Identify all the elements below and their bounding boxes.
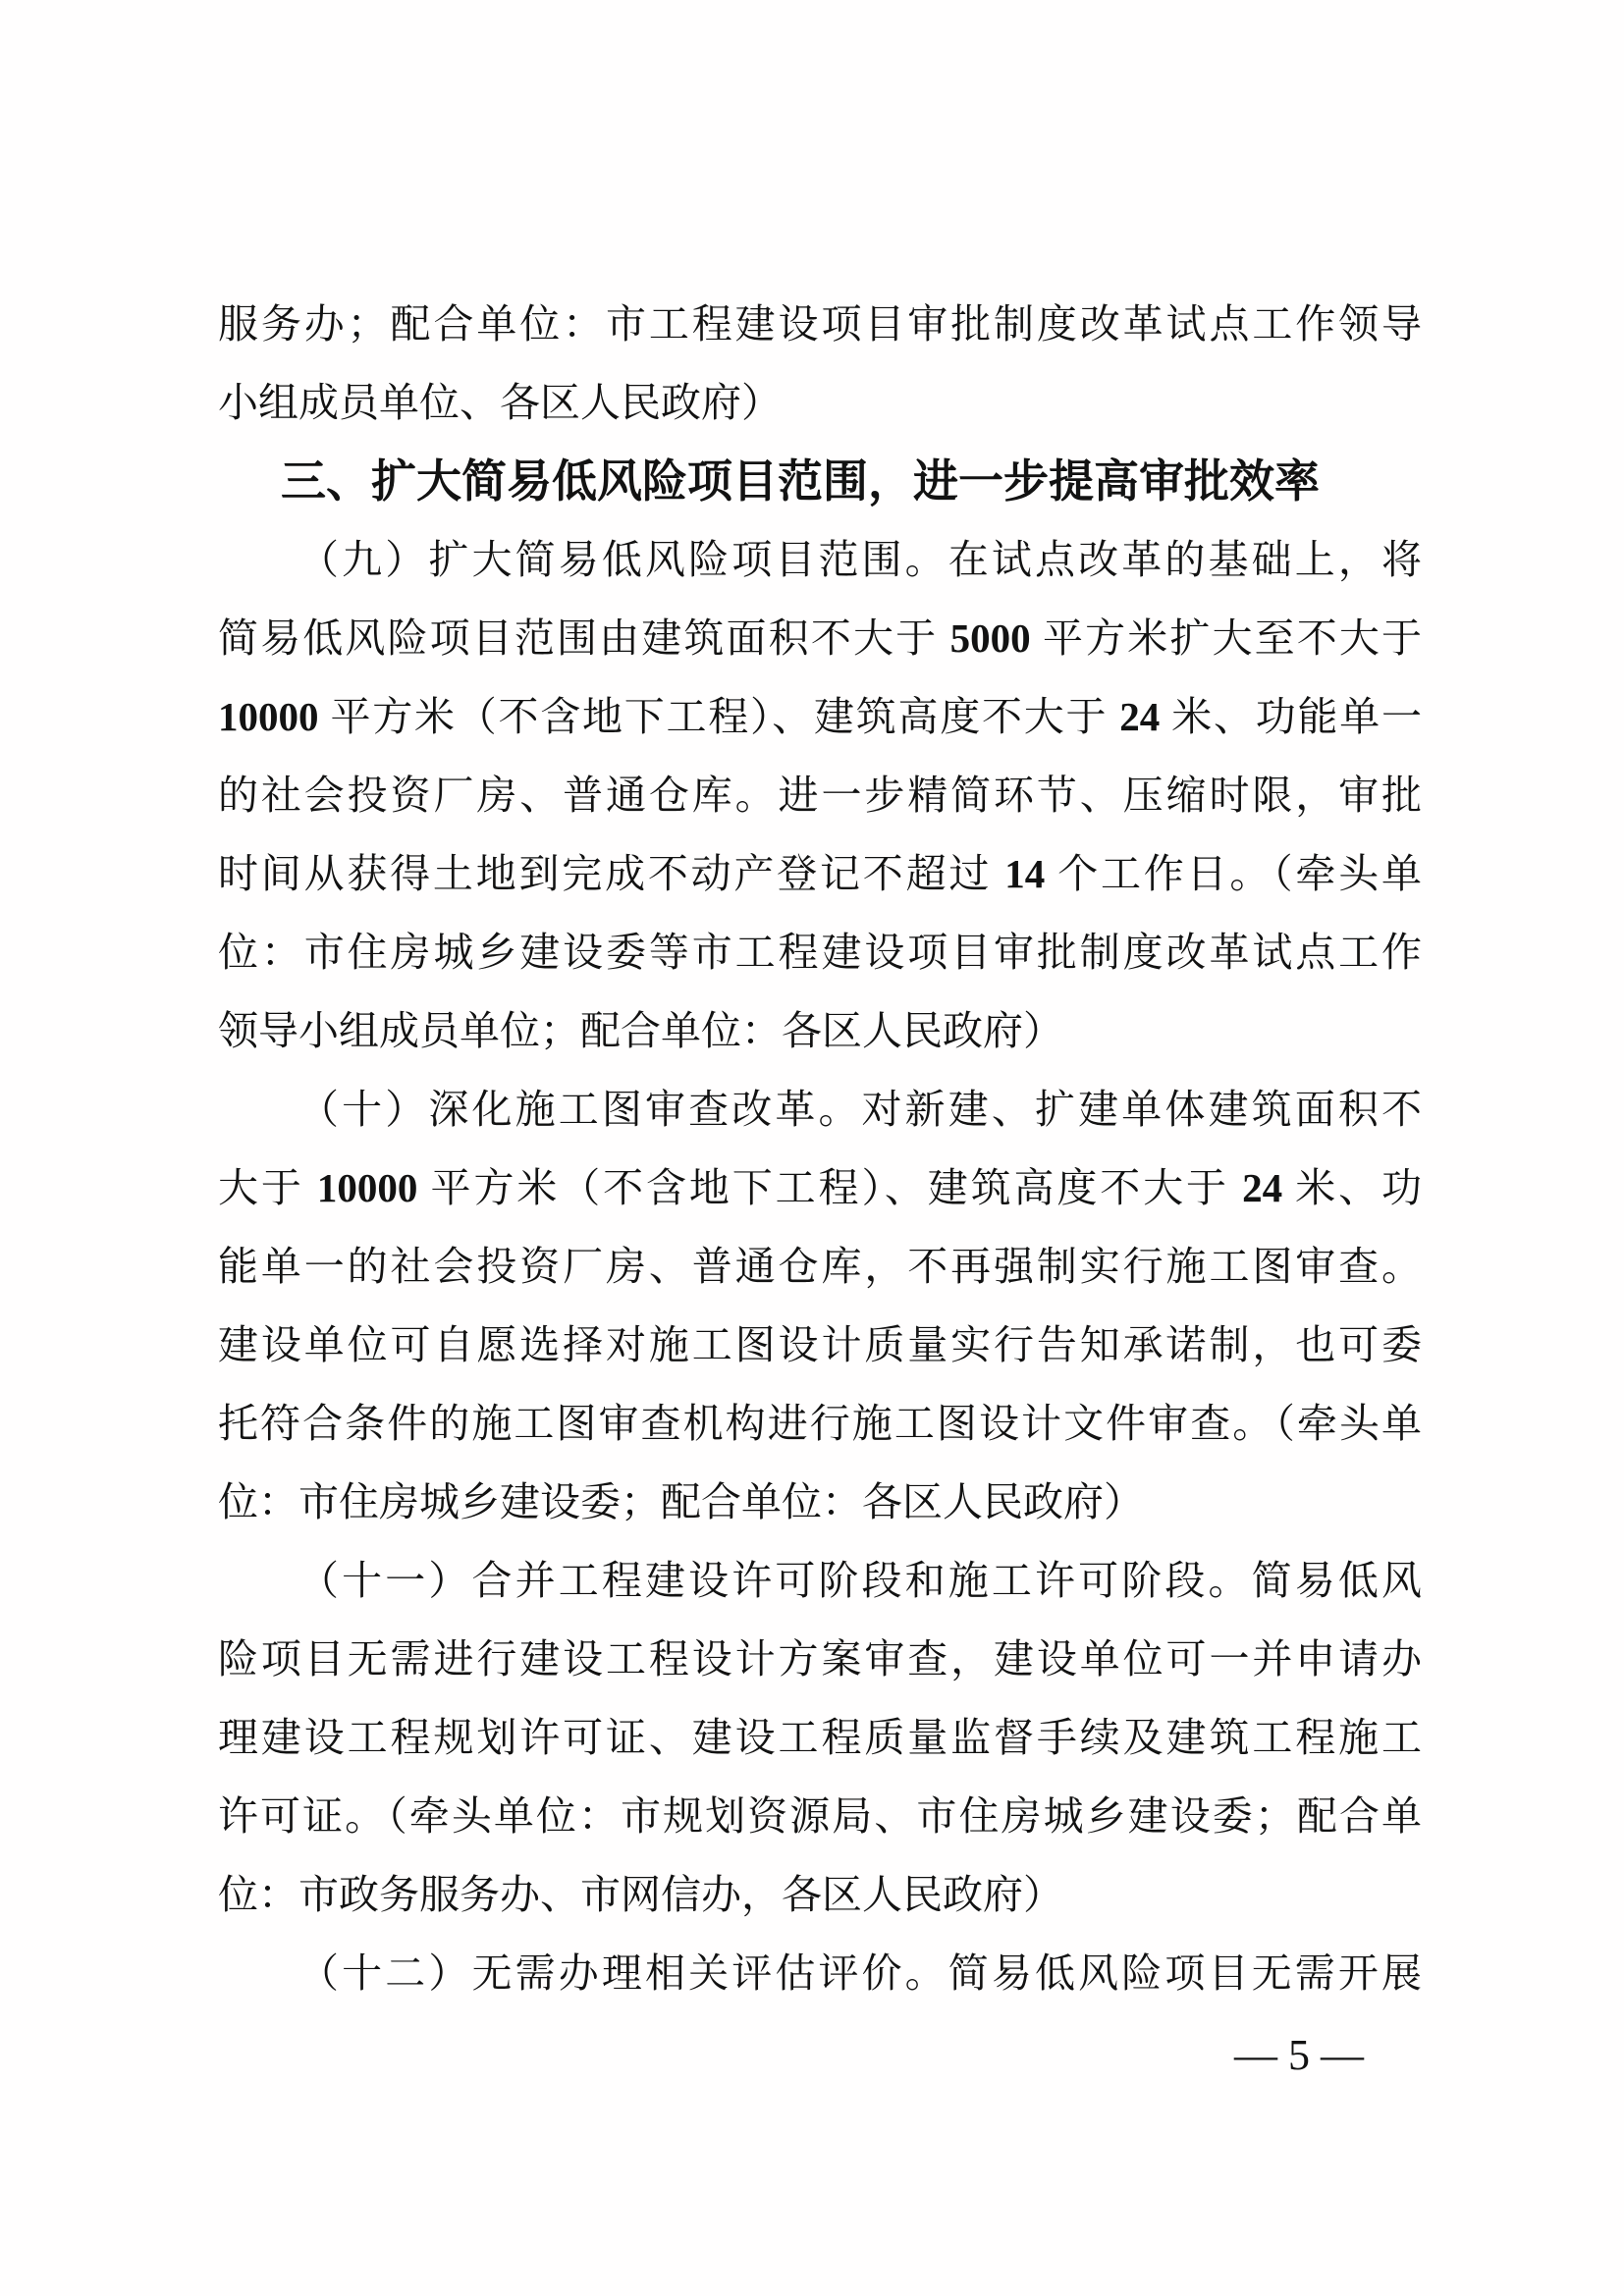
- text-line: [218, 363, 1422, 442]
- text-line: [218, 1934, 1422, 2012]
- text-run: 简易低风险项目范围由建筑面积不大于: [218, 615, 950, 661]
- bold-number: 5000: [949, 615, 1031, 661]
- text-run: 许可证。（牵头单位：市规划资源局、市住房城乡建设委；配合单: [218, 1793, 1422, 1839]
- text-line: [218, 1070, 1422, 1148]
- text-run: 米、功: [1282, 1165, 1423, 1210]
- text-run: 大于: [218, 1165, 317, 1210]
- text-run: 建设单位可自愿选择对施工图设计质量实行告知承诺制，也可委: [218, 1322, 1422, 1367]
- text-run: 位：市住房城乡建设委；配合单位：各区人民政府）: [218, 1479, 1144, 1524]
- text-line: [218, 1698, 1422, 1777]
- text-run: 位：市政务服务办、市网信办，各区人民政府）: [218, 1872, 1063, 1917]
- text-run: 时间从获得土地到完成不动产登记不超过: [218, 851, 1005, 896]
- text-run: 三、扩大简易低风险项目范围，进一步提高审批效率: [281, 455, 1320, 507]
- text-line: [218, 1384, 1422, 1463]
- text-run: 位：市住房城乡建设委等市工程建设项目审批制度改革试点工作: [218, 930, 1422, 975]
- document-body: [218, 285, 1422, 2012]
- text-run: 的社会投资厂房、普通仓库。进一步精简环节、压缩时限，审批: [218, 773, 1422, 818]
- text-line: [218, 1855, 1422, 1934]
- text-run: 险项目无需进行建设工程设计方案审查，建设单位可一并申请办: [218, 1636, 1422, 1682]
- text-run: 托符合条件的施工图审查机构进行施工图设计文件审查。（牵头单: [218, 1401, 1422, 1446]
- text-run: 个工作日。（牵头单: [1045, 851, 1423, 896]
- bold-number: 24: [1119, 694, 1161, 739]
- text-line: [218, 1541, 1422, 1620]
- text-run: （九）扩大简易低风险项目范围。在试点改革的基础上，将: [298, 537, 1422, 582]
- text-line: [218, 991, 1422, 1070]
- bold-number: 14: [1004, 851, 1046, 896]
- text-line: [218, 1306, 1422, 1384]
- text-line: [218, 1777, 1422, 1855]
- bold-number: 10000: [218, 694, 319, 739]
- text-line: [218, 520, 1422, 599]
- text-line: [218, 285, 1422, 363]
- text-run: 服务办；配合单位：市工程建设项目审批制度改革试点工作领导: [218, 301, 1422, 347]
- bold-number: 10000: [316, 1165, 418, 1210]
- text-line: [218, 1148, 1422, 1227]
- bold-number: 24: [1242, 1165, 1283, 1210]
- text-run: 平方米扩大至不大于: [1030, 615, 1423, 661]
- text-run: 领导小组成员单位；配合单位：各区人民政府）: [218, 1008, 1063, 1053]
- text-run: 米、功能单一: [1160, 694, 1422, 739]
- text-run: 平方米（不含地下工程）、建筑高度不大于: [318, 694, 1120, 739]
- section-heading: [218, 442, 1422, 520]
- text-run: 理建设工程规划许可证、建设工程质量监督手续及建筑工程施工: [218, 1715, 1422, 1760]
- text-line: [218, 599, 1422, 677]
- text-run: （十）深化施工图审查改革。对新建、扩建单体建筑面积不: [298, 1087, 1422, 1132]
- text-run: 小组成员单位、各区人民政府）: [218, 380, 782, 425]
- text-line: [218, 834, 1422, 913]
- text-line: [218, 1463, 1422, 1541]
- text-line: [218, 1620, 1422, 1698]
- text-run: 能单一的社会投资厂房、普通仓库，不再强制实行施工图审查。: [218, 1244, 1422, 1289]
- text-run: （十一）合并工程建设许可阶段和施工许可阶段。简易低风: [298, 1558, 1422, 1603]
- text-line: [218, 1227, 1422, 1306]
- text-line: [218, 677, 1422, 756]
- page-number: — 5 —: [1234, 2031, 1364, 2079]
- text-run: 平方米（不含地下工程）、建筑高度不大于: [417, 1165, 1243, 1210]
- text-line: [218, 913, 1422, 991]
- text-run: （十二）无需办理相关评估评价。简易低风险项目无需开展: [298, 1950, 1422, 1996]
- text-line: [218, 756, 1422, 834]
